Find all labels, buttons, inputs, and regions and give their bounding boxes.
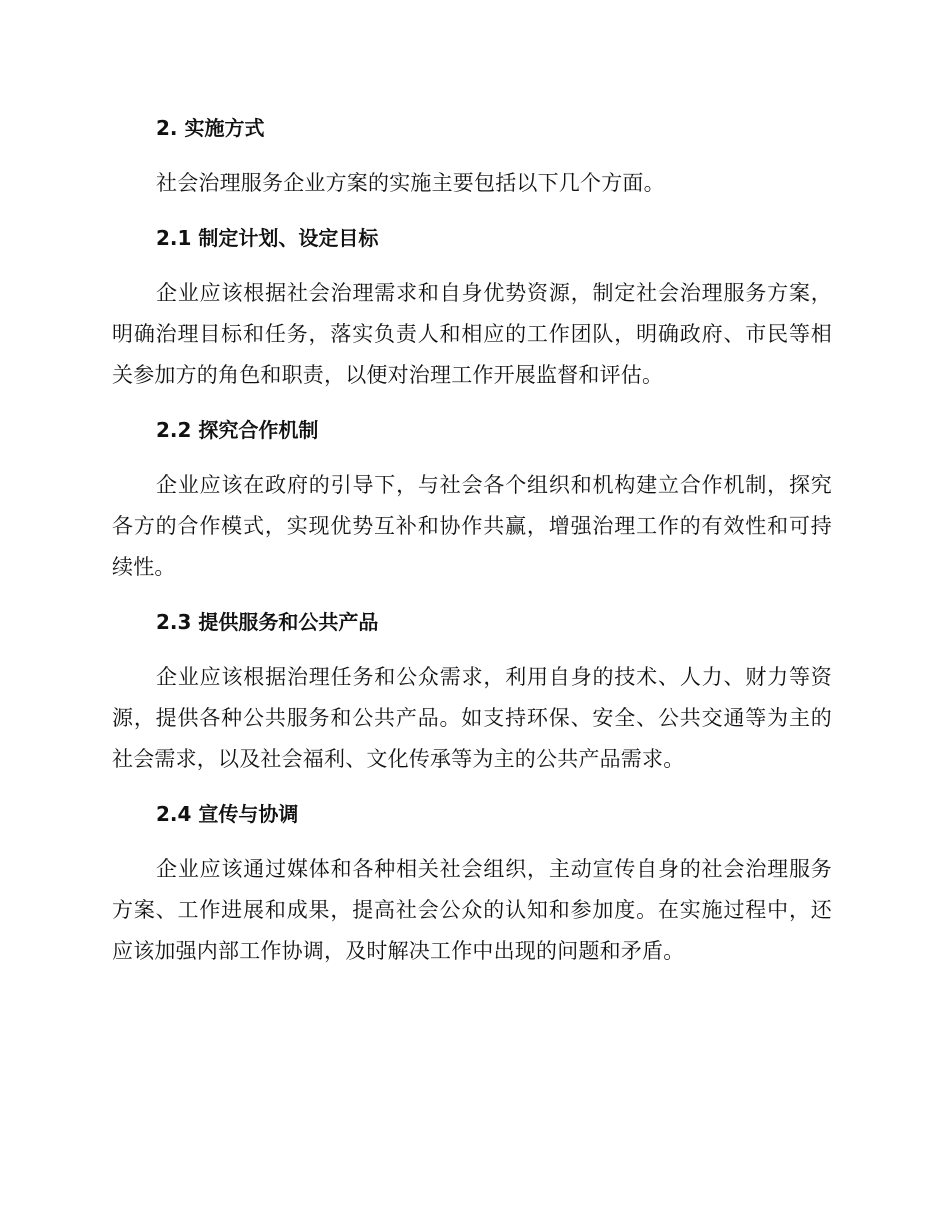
section-heading-2: 2. 实施方式 [156,116,265,140]
section-body-2-1: 企业应该根据社会治理需求和自身优势资源，制定社会治理服务方案，明确治理目标和任务，落实负责人和相应的工作团队，明确政府、市民等相关参加方的角色和职责，以便对治理工作开展监督和评估。 [112,281,832,387]
document-content [112,108,832,972]
section-heading-2-3: 2.3 提供服务和公共产品 [156,610,379,634]
section-heading-2-1: 2.1 制定计划、设定目标 [156,226,379,250]
section-heading-2-2: 2.2 探究合作机制 [156,418,319,442]
section-body-2-3: 企业应该根据治理任务和公众需求，利用自身的技术、人力、财力等资源，提供各种公共服务和公共产品。如支持环保、安全、公共交通等为主的社会需求，以及社会福利、文化传承等为主的公共产品需求。 [112,665,832,771]
section-body-2: 社会治理服务企业方案的实施主要包括以下几个方面。 [156,171,665,195]
section-body-2-2: 企业应该在政府的引导下，与社会各个组织和机构建立合作机制，探究各方的合作模式，实现优势互补和协作共赢，增强治理工作的有效性和可持续性。 [112,473,832,579]
section-heading-2-4: 2.4 宣传与协调 [156,802,299,826]
section-body-2-4: 企业应该通过媒体和各种相关社会组织，主动宣传自身的社会治理服务方案、工作进展和成果，提高社会公众的认知和参加度。在实施过程中，还应该加强内部工作协调，及时解决工作中出现的问题和矛盾。 [112,857,832,963]
